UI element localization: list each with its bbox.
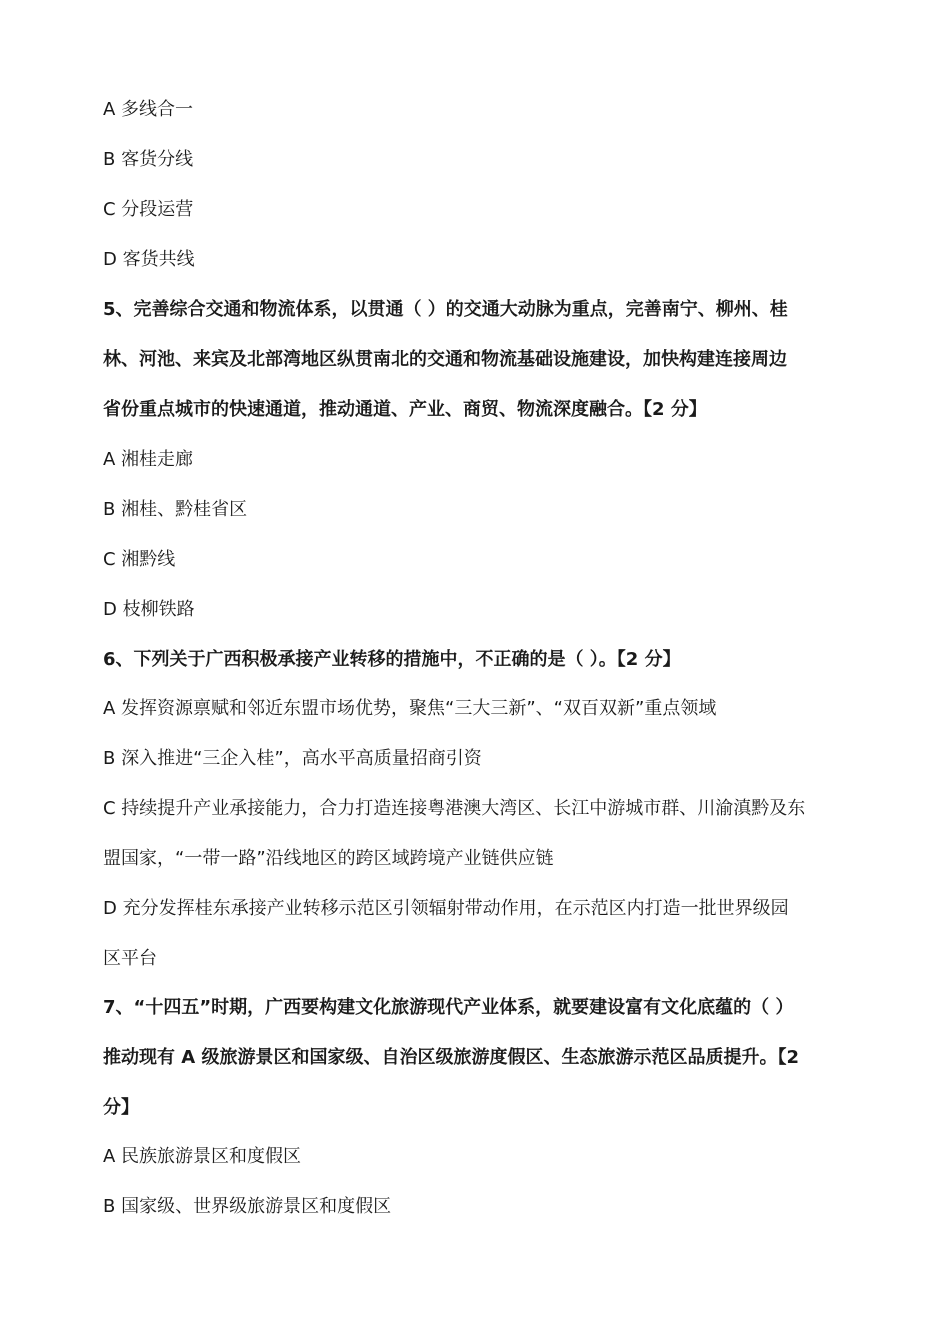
q5-option-b: B 湘桂、黔桂省区 bbox=[103, 499, 248, 520]
q7-stem-line-2: 推动现有 A 级旅游景区和国家级、自治区级旅游度假区、生态旅游示范区品质提升。【2 bbox=[103, 1047, 799, 1068]
q6-option-d-line-2: 区平台 bbox=[103, 948, 157, 969]
q4-option-d: D 客货共线 bbox=[103, 249, 195, 270]
q5-stem-line-2: 林、河池、来宾及北部湾地区纵贯南北的交通和物流基础设施建设，加快构建连接周边 bbox=[103, 349, 787, 370]
q5-stem-line-1: 5、完善综合交通和物流体系，以贯通（ ）的交通大动脉为重点，完善南宁、柳州、桂 bbox=[103, 299, 788, 320]
q7-option-b: B 国家级、世界级旅游景区和度假区 bbox=[103, 1196, 392, 1217]
q6-stem: 6、下列关于广西积极承接产业转移的措施中，不正确的是（ ）。【2 分】 bbox=[103, 649, 681, 670]
q6-option-c-line-1: C 持续提升产业承接能力，合力打造连接粤港澳大湾区、长江中游城市群、川渝滇黔及东 bbox=[103, 798, 806, 819]
q6-option-c-line-2: 盟国家，“一带一路”沿线地区的跨区域跨境产业链供应链 bbox=[103, 848, 554, 869]
q7-stem-line-3: 分】 bbox=[103, 1097, 139, 1118]
q4-option-a: A 多线合一 bbox=[103, 99, 194, 120]
q4-option-b: B 客货分线 bbox=[103, 149, 194, 170]
q5-option-c: C 湘黔线 bbox=[103, 549, 176, 570]
q6-option-b: B 深入推进“三企入桂”，高水平高质量招商引资 bbox=[103, 748, 482, 769]
q6-option-d-line-1: D 充分发挥桂东承接产业转移示范区引领辐射带动作用，在示范区内打造一批世界级园 bbox=[103, 898, 789, 919]
q6-option-a: A 发挥资源禀赋和邻近东盟市场优势，聚焦“三大三新”、“双百双新”重点领域 bbox=[103, 698, 717, 719]
q7-stem-line-1: 7、“十四五”时期，广西要构建文化旅游现代产业体系，就要建设富有文化底蕴的（ ） bbox=[103, 997, 794, 1018]
q5-stem-line-3: 省份重点城市的快速通道，推动通道、产业、商贸、物流深度融合。【2 分】 bbox=[103, 399, 707, 420]
q5-option-d: D 枝柳铁路 bbox=[103, 599, 195, 620]
q5-option-a: A 湘桂走廊 bbox=[103, 449, 194, 470]
q7-option-a: A 民族旅游景区和度假区 bbox=[103, 1146, 302, 1167]
q4-option-c: C 分段运营 bbox=[103, 199, 194, 220]
